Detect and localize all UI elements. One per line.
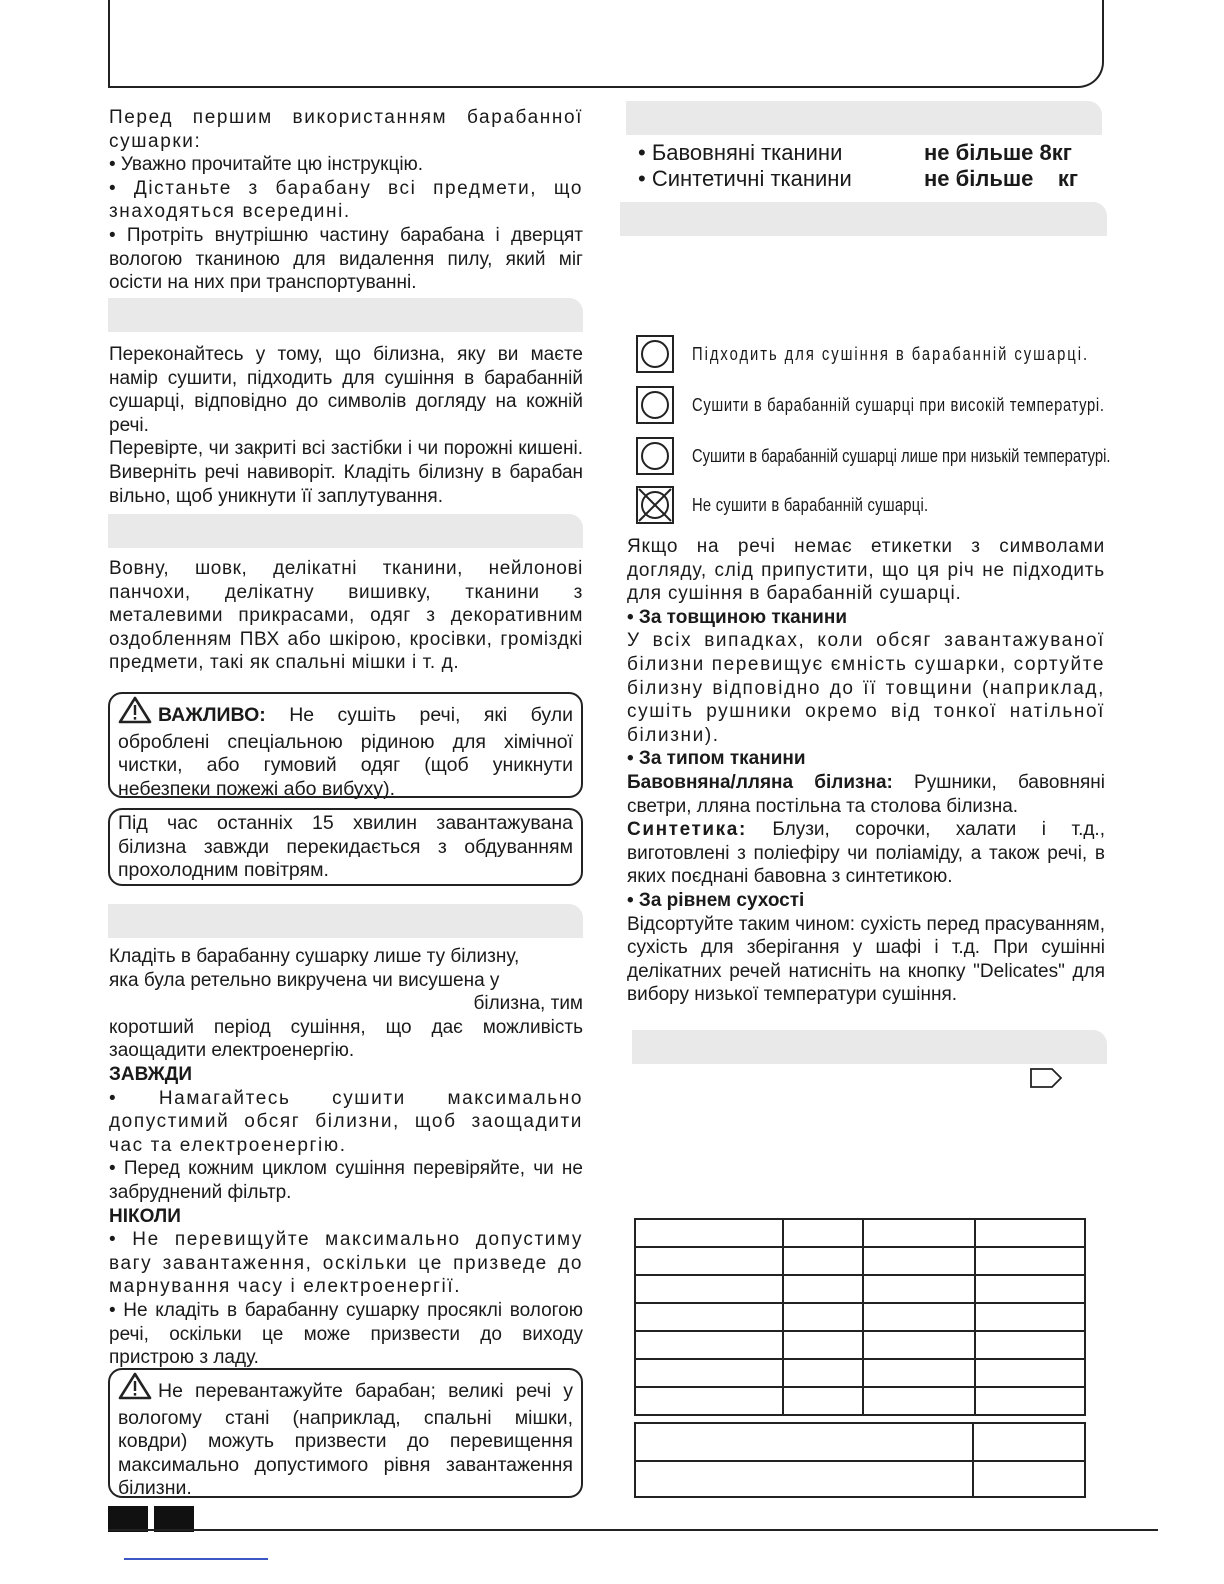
cotton-text: Рушники, бавовняні светри, лляна постільна та столова білизна. xyxy=(627,771,1105,817)
synthetic-text: Блузи, сорочки, халати і т.д., виготовлені з поліефіру чи поліаміду, а також речі, в яких поєднані бавовна з синтетикою. xyxy=(627,819,1105,888)
table-cell xyxy=(783,1219,863,1247)
table-cell xyxy=(635,1247,783,1275)
energy-line: коротший період сушіння, що дає можливість заощадити електроенергію. xyxy=(109,1016,583,1062)
footer-rule xyxy=(108,1529,1158,1531)
section-header-band xyxy=(108,904,583,938)
care-symbol-label: Підходить для сушіння в барабанній сушарці. xyxy=(692,343,1090,364)
table-cell xyxy=(783,1247,863,1275)
warning-text: Не перевантажуйте барабан; великі речі у вологому стані (наприклад, спальні мішки, ковдри) можуть призвести до перевищення максимально допустимого рівня завантаження білизни. xyxy=(118,1380,573,1500)
section-header-band xyxy=(108,514,583,548)
warning-triangle-icon xyxy=(118,696,152,731)
capacity-value: не більше 8кг xyxy=(924,140,1072,165)
table-cell xyxy=(635,1423,973,1461)
table-cell xyxy=(635,1275,783,1303)
section-header-band xyxy=(632,1030,1107,1064)
table-row xyxy=(635,1423,1085,1461)
table-row xyxy=(635,1387,1085,1415)
table-cell xyxy=(635,1461,973,1497)
table-cell xyxy=(635,1359,783,1387)
table-cell xyxy=(975,1219,1085,1247)
check-paragraph: Перевірте, чи закриті всі застібки і чи порожні кишені. Виверніть речі навиворіт. Кладіть білизну в барабан вільно, щоб уникнути її заплутування. xyxy=(109,438,583,507)
note-text: Під час останніх 15 хвилин завантажувана білизна завжди перекидається з обдуванням прохолодним повітрям. xyxy=(118,812,573,882)
note-box-cooling xyxy=(108,808,583,886)
warning-box-chemicals xyxy=(108,692,583,798)
intro-bullet: • Дістаньте з барабану всі предмети, що знаходяться всередині. xyxy=(109,177,583,223)
warning-text: Не сушіть речі, які були оброблені спеціальною рідиною для хімічної чистки, або гумовий одяг (щоб уникнути небезпеки пожежі або вибуху). xyxy=(118,704,573,800)
care-symbol-label: Сушити в барабанній сушарці лише при низькій температурі. xyxy=(692,445,1111,466)
drying-time-summary-table xyxy=(634,1422,1086,1498)
tumble-dry-low-icon xyxy=(636,437,674,475)
section-header-band xyxy=(108,298,583,332)
page-header-box xyxy=(108,0,1104,88)
tumble-dry-high-icon xyxy=(636,386,674,424)
table-cell xyxy=(635,1219,783,1247)
table-cell xyxy=(975,1275,1085,1303)
table-cell xyxy=(975,1247,1085,1275)
do-not-tumble-dry-icon xyxy=(636,486,674,524)
intro-bullet: • Уважно прочитайте цю інструкцію. xyxy=(109,154,424,176)
care-symbol-row xyxy=(636,437,1202,475)
table-cell xyxy=(783,1331,863,1359)
table-cell xyxy=(635,1387,783,1415)
check-paragraph: Переконайтесь у тому, що білизна, яку ви маєте намір сушити, підходить для сушіння в барабанній сушарці, відповідно до символів догляду на кожній речі. xyxy=(109,344,583,436)
care-symbol-row xyxy=(636,386,1195,424)
table-cell xyxy=(863,1275,975,1303)
table-cell xyxy=(973,1423,1085,1461)
tumble-dry-ok-icon xyxy=(636,335,674,373)
intro-bullet: • Протріть внутрішню частину барабана і дверцят вологою тканиною для видалення пилу, який міг осісти на них при транспортуванні. xyxy=(109,224,583,294)
energy-section xyxy=(109,945,583,1370)
footer-link-underline xyxy=(124,1558,268,1560)
thickness-paragraph: У всіх випадках, коли обсяг завантажуваної білизни перевищує ємність сушарки, сортуйте білизну відповідно до її товщини (наприклад, сушіть рушники окремо від тонкої натільної білизни). xyxy=(627,630,1105,746)
capacity-label: • Бавовняні тканини xyxy=(638,140,843,165)
table-cell xyxy=(635,1331,783,1359)
no-label-paragraph: Якщо на речі немає етикетки з символами догляду, слід припустити, що ця річ не підходить для сушіння в барабанній сушарці. xyxy=(627,536,1105,605)
intro-lead: Перед першим використанням барабанної сушарки: xyxy=(109,107,583,152)
section-header-band xyxy=(626,101,1102,135)
warning-label: ВАЖЛИВО: xyxy=(158,704,266,726)
sorting-section xyxy=(627,535,1105,1007)
cotton-paragraph xyxy=(627,771,1105,818)
table-cell xyxy=(863,1387,975,1415)
table-cell xyxy=(783,1387,863,1415)
warning-box-overload xyxy=(108,1368,583,1498)
warning-triangle-icon xyxy=(118,1372,152,1407)
always-bullet: • Намагайтесь сушити максимально допустимий обсяг білизни, щоб заощадити час та електроенергію. xyxy=(109,1087,583,1156)
button-tag-icon xyxy=(1030,1068,1062,1093)
table-cell xyxy=(783,1359,863,1387)
table-row xyxy=(635,1247,1085,1275)
not-suitable-section xyxy=(109,557,583,675)
cotton-label: Бавовняна/лляна білизна: xyxy=(627,771,893,793)
type-title: • За типом тканини xyxy=(627,748,806,770)
always-title: ЗАВЖДИ xyxy=(109,1063,192,1085)
dryness-title: • За рівнем сухості xyxy=(627,889,805,911)
energy-line: яка була ретельно викручена чи висушена у xyxy=(109,969,500,991)
table-row xyxy=(635,1359,1085,1387)
never-bullet: • Не кладіть в барабанну сушарку просяклі вологою речі, оскільки це може призвести до виходу пристрою з ладу. xyxy=(109,1299,583,1369)
care-symbol-label: Не сушити в барабанній сушарці. xyxy=(692,494,929,515)
capacity-row xyxy=(638,140,1088,166)
dryness-paragraph: Відсортуйте таким чином: сухість перед прасуванням, сухість для зберігання у шафі і т.д. При сушінні делікатних речей натисніть на кнопку "Delicates" для вибору низької температури сушіння. xyxy=(627,913,1105,1006)
table-cell xyxy=(863,1359,975,1387)
intro-section xyxy=(109,106,583,295)
table-cell xyxy=(975,1303,1085,1331)
table-cell xyxy=(975,1359,1085,1387)
care-symbol-label: Сушити в барабанній сушарці при високій температурі. xyxy=(692,394,1105,415)
capacity-label: • Синтетичні тканини xyxy=(638,166,852,191)
synthetic-label: Синтетика: xyxy=(627,819,747,841)
care-symbol-row xyxy=(636,486,980,524)
table-row xyxy=(635,1275,1085,1303)
table-cell xyxy=(973,1461,1085,1497)
table-cell xyxy=(863,1247,975,1275)
care-symbol-row xyxy=(636,335,1176,373)
table-cell xyxy=(975,1331,1085,1359)
section-header-band xyxy=(620,202,1107,236)
synthetic-paragraph xyxy=(627,818,1105,889)
thickness-title: • За товщиною тканини xyxy=(627,606,848,628)
table-cell xyxy=(635,1303,783,1331)
table-cell xyxy=(863,1303,975,1331)
table-row xyxy=(635,1461,1085,1497)
table-cell xyxy=(863,1219,975,1247)
check-laundry-section xyxy=(109,343,583,508)
drying-time-table xyxy=(634,1218,1086,1416)
always-bullet: • Перед кожним циклом сушіння перевіряйте, чи не забруднений фільтр. xyxy=(109,1158,583,1203)
capacity-value: не більше кг xyxy=(924,166,1079,191)
table-cell xyxy=(783,1303,863,1331)
table-cell xyxy=(863,1331,975,1359)
capacity-list xyxy=(638,140,1088,192)
capacity-row xyxy=(638,166,1088,192)
never-bullet: • Не перевищуйте максимально допустиму вагу завантаження, оскільки це призведе до марнування часу і електроенергії. xyxy=(109,1229,583,1298)
never-title: НІКОЛИ xyxy=(109,1205,181,1227)
table-row xyxy=(635,1303,1085,1331)
energy-line: білизна, тим xyxy=(473,993,583,1015)
table-row xyxy=(635,1331,1085,1359)
table-row xyxy=(635,1219,1085,1247)
table-cell xyxy=(975,1387,1085,1415)
table-cell xyxy=(783,1275,863,1303)
not-suitable-paragraph: Вовну, шовк, делікатні тканини, нейлонові панчохи, делікатну вишивку, тканини з металевими прикрасами, одяг з декоративним оздобленням ПВХ або шкірою, кросівки, громіздкі предмети, такі як спальні мішки і т. д. xyxy=(109,558,583,674)
energy-line: Кладіть в барабанну сушарку лише ту білизну, xyxy=(109,946,520,967)
